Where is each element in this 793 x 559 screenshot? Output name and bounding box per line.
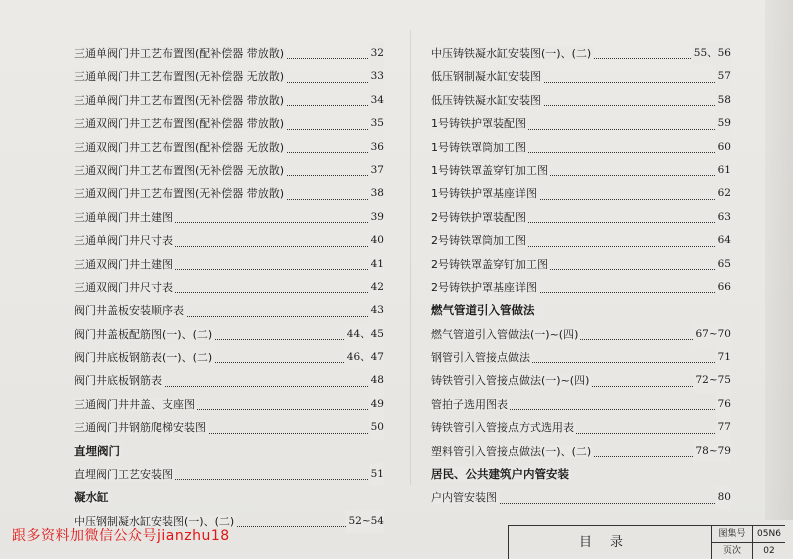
toc-entry	[74, 206, 384, 229]
toc-entry-page: 39	[369, 206, 384, 229]
page-edge-shadow	[765, 0, 793, 520]
toc-entry	[74, 112, 384, 135]
toc-entry	[431, 416, 731, 439]
toc-entry	[74, 346, 384, 369]
toc-entry-title: 2号铸铁护罩装配图	[431, 210, 526, 224]
toc-entry-title: 中压铸铁凝水缸安装图(一)、(二)	[431, 47, 592, 60]
toc-entry-title: 三通双阀门井土建图	[74, 257, 173, 271]
toc-entry-page: 60	[716, 136, 731, 159]
toc-entry-title: 低压铸铁凝水缸安装图	[431, 93, 541, 107]
toc-entry	[431, 65, 731, 88]
toc-entry	[74, 136, 384, 159]
toc-entry-page: 78~79	[693, 440, 731, 463]
toc-entry-title: 阀门井底板钢筋表	[74, 374, 162, 388]
toc-entry-page: 38	[369, 182, 384, 205]
toc-entry	[431, 369, 731, 392]
toc-section-heading	[74, 440, 384, 463]
toc-entry-title: 管拍子选用图表	[431, 397, 508, 411]
toc-entry-title: 低压钢制凝水缸安装图	[431, 70, 541, 84]
title-block-title: 目录	[509, 526, 712, 559]
toc-entry-page: 35	[369, 112, 384, 135]
toc-entry-page: 44、45	[345, 323, 384, 346]
toc-entry	[74, 253, 384, 276]
toc-entry-title: 三通单阀门井工艺布置图(无补偿器 带放散)	[74, 93, 285, 107]
toc-entry-title: 燃气管道引入管做法	[431, 303, 535, 318]
toc-entry	[431, 159, 731, 182]
toc-entry-title: 铸铁管引入管接点方式选用表	[431, 421, 574, 435]
toc-entry	[74, 182, 384, 205]
toc-entry	[431, 276, 731, 299]
toc-entry	[74, 42, 384, 65]
toc-entry-page: 34	[369, 89, 384, 112]
toc-entry-title: 三通阀门井井盖、支座图	[74, 397, 195, 411]
toc-entry-title: 2号铸铁罩盖穿钉加工图	[431, 257, 548, 271]
toc-entry-page: 41	[369, 253, 384, 276]
title-block	[508, 525, 785, 559]
toc-entry-page: 51	[369, 463, 384, 486]
toc-entry-page: 80	[716, 486, 731, 509]
toc-entry-title: 2号铸铁护罩基座详图	[431, 280, 537, 294]
toc-entry	[431, 206, 731, 229]
toc-entry-title: 三通单阀门井土建图	[74, 210, 173, 224]
toc-entry-title: 居民、公共建筑户内管安装	[431, 467, 569, 482]
toc-entry-page: 40	[369, 229, 384, 252]
toc-entry-title: 钢管引入管接点做法	[431, 351, 530, 365]
toc-entry-title: 塑料管引入管接点做法(一)、(二)	[431, 444, 592, 458]
toc-entry-title: 中压钢制凝水缸安装图(一)、(二)	[74, 514, 235, 528]
toc-entry-title: 三通单阀门井工艺布置图(无补偿器 无放散)	[74, 70, 285, 84]
toc-entry-title: 三通双阀门井工艺布置图(无补偿器 带放散)	[74, 187, 285, 201]
toc-entry-title: 三通单阀门井尺寸表	[74, 234, 173, 248]
toc-entry	[74, 393, 384, 416]
toc-entry-page: 43	[369, 299, 384, 322]
toc-entry-page: 61	[716, 159, 731, 182]
toc-right-column	[431, 42, 731, 510]
toc-entry-page: 37	[369, 159, 384, 182]
atlas-number-value: 05N6	[753, 526, 785, 543]
toc-entry	[431, 253, 731, 276]
column-divider	[410, 30, 411, 485]
toc-entry-title: 户内管安装图	[431, 491, 497, 505]
toc-entry-title: 铸铁管引入管接点做法(一)~(四)	[431, 374, 590, 388]
toc-entry	[74, 463, 384, 486]
toc-entry-page: 42	[369, 276, 384, 299]
toc-section-heading	[74, 486, 384, 509]
toc-entry	[431, 136, 731, 159]
toc-left-column	[74, 42, 384, 533]
toc-entry-title: 三通双阀门井工艺布置图(配补偿器 带放散)	[74, 117, 285, 131]
toc-entry-page: 59	[716, 112, 731, 135]
toc-entry-page: 67~70	[693, 323, 731, 346]
toc-entry	[74, 159, 384, 182]
toc-entry-title: 1号铸铁护罩装配图	[431, 117, 526, 131]
toc-entry-page: 77	[716, 416, 731, 439]
toc-entry	[74, 276, 384, 299]
toc-entry-page: 33	[369, 65, 384, 88]
toc-entry-page: 55、56	[692, 42, 731, 65]
toc-entry	[431, 346, 731, 369]
toc-entry	[431, 393, 731, 416]
toc-entry	[74, 299, 384, 322]
toc-entry	[74, 229, 384, 252]
toc-entry	[431, 486, 731, 509]
atlas-number-label: 图集号	[712, 526, 753, 543]
toc-entry-page: 62	[716, 182, 731, 205]
toc-entry-title: 阀门井底板钢筋表(一)、(二)	[74, 351, 213, 365]
watermark-text: 跟多资料加微信公众号jianzhu18	[12, 528, 230, 544]
toc-entry-page: 71	[716, 346, 731, 369]
toc-entry-page: 52~54	[346, 510, 384, 533]
toc-entry-page: 64	[716, 229, 731, 252]
toc-entry-title: 1号铸铁罩盖穿钉加工图	[431, 163, 548, 177]
toc-entry-page: 48	[369, 369, 384, 392]
toc-entry-page: 66	[716, 276, 731, 299]
toc-entry-page: 58	[716, 89, 731, 112]
toc-entry	[431, 89, 731, 112]
toc-entry-title: 三通双阀门井工艺布置图(无补偿器 无放散)	[74, 163, 285, 177]
toc-section-heading	[431, 299, 731, 322]
toc-entry-page: 76	[716, 393, 731, 416]
toc-entry-page: 46、47	[345, 346, 384, 369]
toc-section-heading	[431, 463, 731, 486]
toc-entry-title: 三通单阀门井工艺布置图(配补偿器 带放散)	[74, 47, 285, 60]
toc-entry	[74, 369, 384, 392]
toc-entry	[74, 323, 384, 346]
toc-entry	[431, 323, 731, 346]
toc-entry-title: 阀门井盖板配筋图(一)、(二)	[74, 327, 213, 341]
toc-entry-page: 32	[369, 42, 384, 65]
toc-entry-page: 36	[369, 136, 384, 159]
toc-entry	[431, 440, 731, 463]
toc-entry-title: 直埋阀门	[74, 443, 120, 458]
page-number-label: 页次	[712, 543, 753, 559]
toc-entry-page: 50	[369, 416, 384, 439]
toc-entry-title: 凝水缸	[74, 490, 109, 505]
toc-entry-page: 65	[716, 253, 731, 276]
toc-entry-page: 63	[716, 206, 731, 229]
toc-entry-title: 三通双阀门井尺寸表	[74, 280, 173, 294]
toc-entry-title: 三通双阀门井工艺布置图(配补偿器 无放散)	[74, 140, 285, 154]
toc-entry	[431, 112, 731, 135]
toc-entry	[431, 229, 731, 252]
toc-entry-title: 1号铸铁护罩基座详图	[431, 187, 537, 201]
toc-entry-title: 2号铸铁罩筒加工图	[431, 234, 526, 248]
toc-entry	[431, 42, 731, 65]
page-number-value: 02	[763, 546, 775, 556]
toc-entry-title: 阀门井盖板安装顺序表	[74, 304, 184, 318]
toc-entry	[74, 65, 384, 88]
toc-entry-title: 1号铸铁罩筒加工图	[431, 140, 526, 154]
toc-entry-page: 57	[716, 65, 731, 88]
toc-entry-title: 燃气管道引入管做法(一)~(四)	[431, 327, 579, 341]
toc-entry	[74, 416, 384, 439]
toc-entry-page: 72~75	[693, 369, 731, 392]
toc-entry-title: 直埋阀门工艺安装图	[74, 468, 173, 482]
toc-entry-page: 49	[369, 393, 384, 416]
toc-entry	[431, 182, 731, 205]
toc-entry	[74, 89, 384, 112]
toc-entry-title: 三通阀门井钢筋爬梯安装图	[74, 421, 206, 435]
